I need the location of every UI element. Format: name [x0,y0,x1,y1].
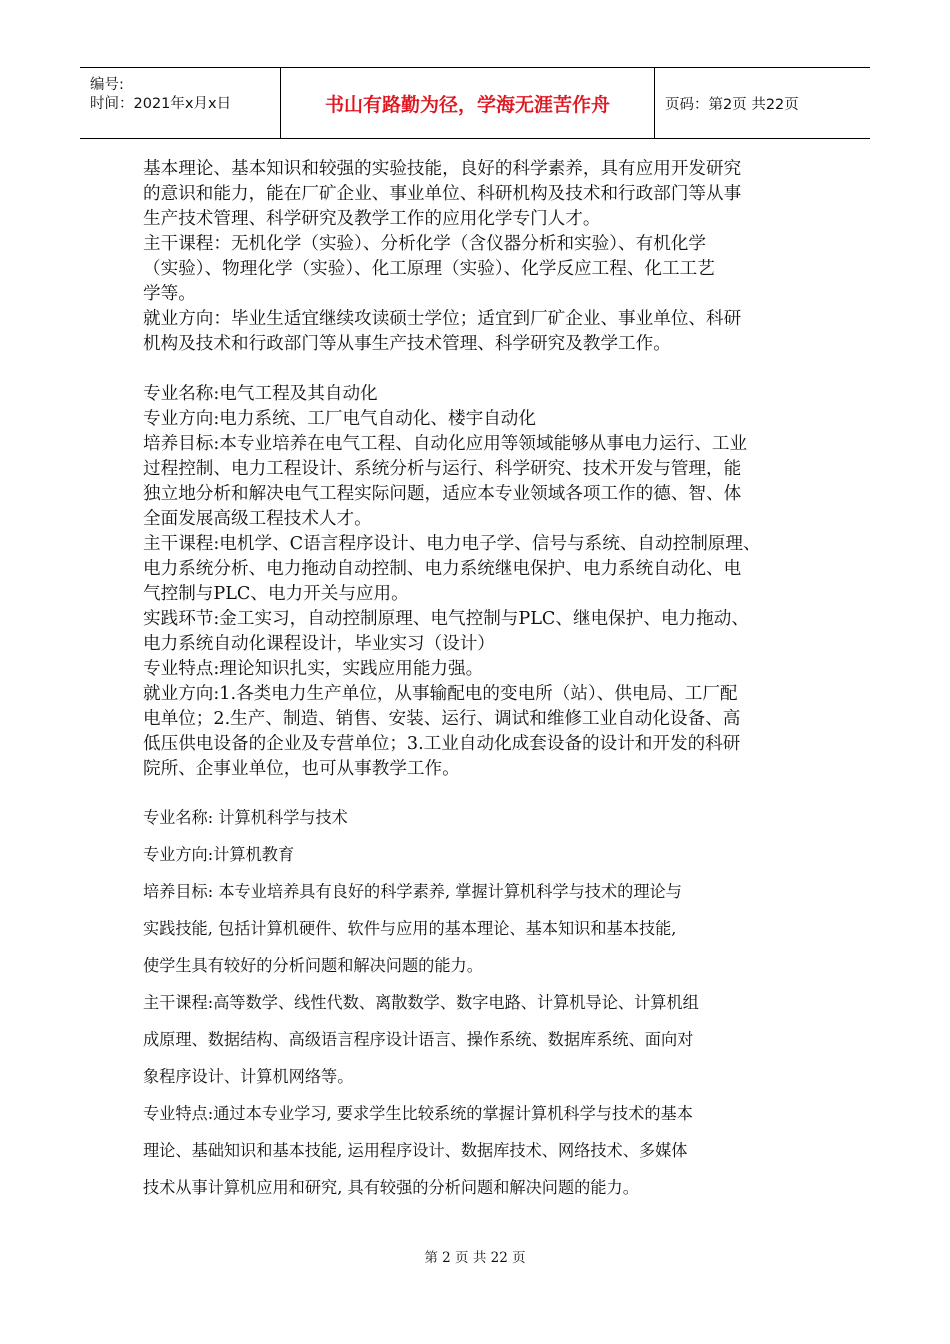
text-line: 院所、企事业单位，也可从事教学工作。 [143,759,460,779]
text-line: 生产技术管理、科学研究及教学工作的应用化学专门人才。 [143,209,601,229]
text-line: 全面发展高级工程技术人才。 [143,509,372,529]
text-line: 低压供电设备的企业及专营单位；3.工业自动化成套设备的设计和开发的科研 [143,734,741,754]
main-courses: 主干课程:电机学、C语言程序设计、电力电子学、信号与系统、自动控制原理、 [143,534,761,554]
training-goal: 培养目标: 本专业培养具有良好的科学素养, 掌握计算机科学与技术的理论与 [143,882,682,901]
text-line: 技术从事计算机应用和研究, 具有较强的分析问题和解决问题的能力。 [143,1178,639,1197]
page-header-table [80,67,870,139]
major-name: 专业名称: 计算机科学与技术 [143,808,348,827]
text-line: 独立地分析和解决电气工程实际问题，适应本专业领域各项工作的德、智、体 [143,484,742,504]
header-meta-cell [80,68,281,138]
text-line: 主干课程：无机化学（实验）、分析化学（含仪器分析和实验）、有机化学 [143,234,706,254]
major-direction: 专业方向:计算机教育 [143,845,295,864]
text-line: 气控制与PLC、电力开关与应用。 [143,584,409,604]
main-courses: 主干课程:高等数学、线性代数、离散数学、数字电路、计算机导论、计算机组 [143,993,699,1012]
text-line: 过程控制、电力工程设计、系统分析与运行、科学研究、技术开发与管理，能 [143,459,742,479]
text-line: 象程序设计、计算机网络等。 [143,1067,354,1086]
training-goal: 培养目标:本专业培养在电气工程、自动化应用等领域能够从事电力运行、工业 [143,434,748,454]
header-motto: 书山有路勤为径，学海无涯苦作舟 [281,68,655,138]
text-line: 电力系统分析、电力拖动自动控制、电力系统继电保护、电力系统自动化、电 [143,559,742,579]
text-line: 就业方向：毕业生适宜继续攻读硕士学位；适宜到厂矿企业、事业单位、科研 [143,309,742,329]
page-footer: 第 2 页 共 22 页 [424,1250,526,1266]
text-line: 学等。 [143,284,196,304]
major-name: 专业名称:电气工程及其自动化 [143,384,378,404]
text-line: 电力系统自动化课程设计，毕业实习（设计） [143,634,495,654]
text-line: 使学生具有较好的分析问题和解决问题的能力。 [143,956,483,975]
date-label: 时间：2021年x月x日 [90,96,232,112]
major-features: 专业特点:通过本专业学习, 要求学生比较系统的掌握计算机科学与技术的基本 [143,1104,693,1123]
text-line: 电单位；2.生产、制造、销售、安装、运行、调试和维修工业自动化设备、高 [143,709,741,729]
text-line: （实验）、物理化学（实验）、化工原理（实验）、化学反应工程、化工工艺 [143,259,715,279]
employment-direction: 就业方向:1.各类电力生产单位，从事输配电的变电所（站）、供电局、工厂配 [143,684,738,704]
serial-label: 编号: [90,77,124,93]
text-line: 的意识和能力，能在厂矿企业、事业单位、科研机构及技术和行政部门等从事 [143,184,742,204]
text-line: 成原理、数据结构、高级语言程序设计语言、操作系统、数据库系统、面向对 [143,1030,694,1049]
text-line: 基本理论、基本知识和较强的实验技能，良好的科学素养，具有应用开发研究 [143,159,742,179]
text-line: 理论、基础知识和基本技能, 运用程序设计、数据库技术、网络技术、多媒体 [143,1141,688,1160]
major-direction: 专业方向:电力系统、工厂电气自动化、楼宇自动化 [143,409,536,429]
major-features: 专业特点:理论知识扎实，实践应用能力强。 [143,659,484,679]
text-line: 机构及技术和行政部门等从事生产技术管理、科学研究及教学工作。 [143,334,671,354]
practice-links: 实践环节:金工实习，自动控制原理、电气控制与PLC、继电保护、电力拖动、 [143,609,749,629]
text-line: 实践技能, 包括计算机硬件、软件与应用的基本理论、基本知识和基本技能, [143,919,677,938]
header-page-info: 页码：第2页 共22页 [665,96,799,113]
